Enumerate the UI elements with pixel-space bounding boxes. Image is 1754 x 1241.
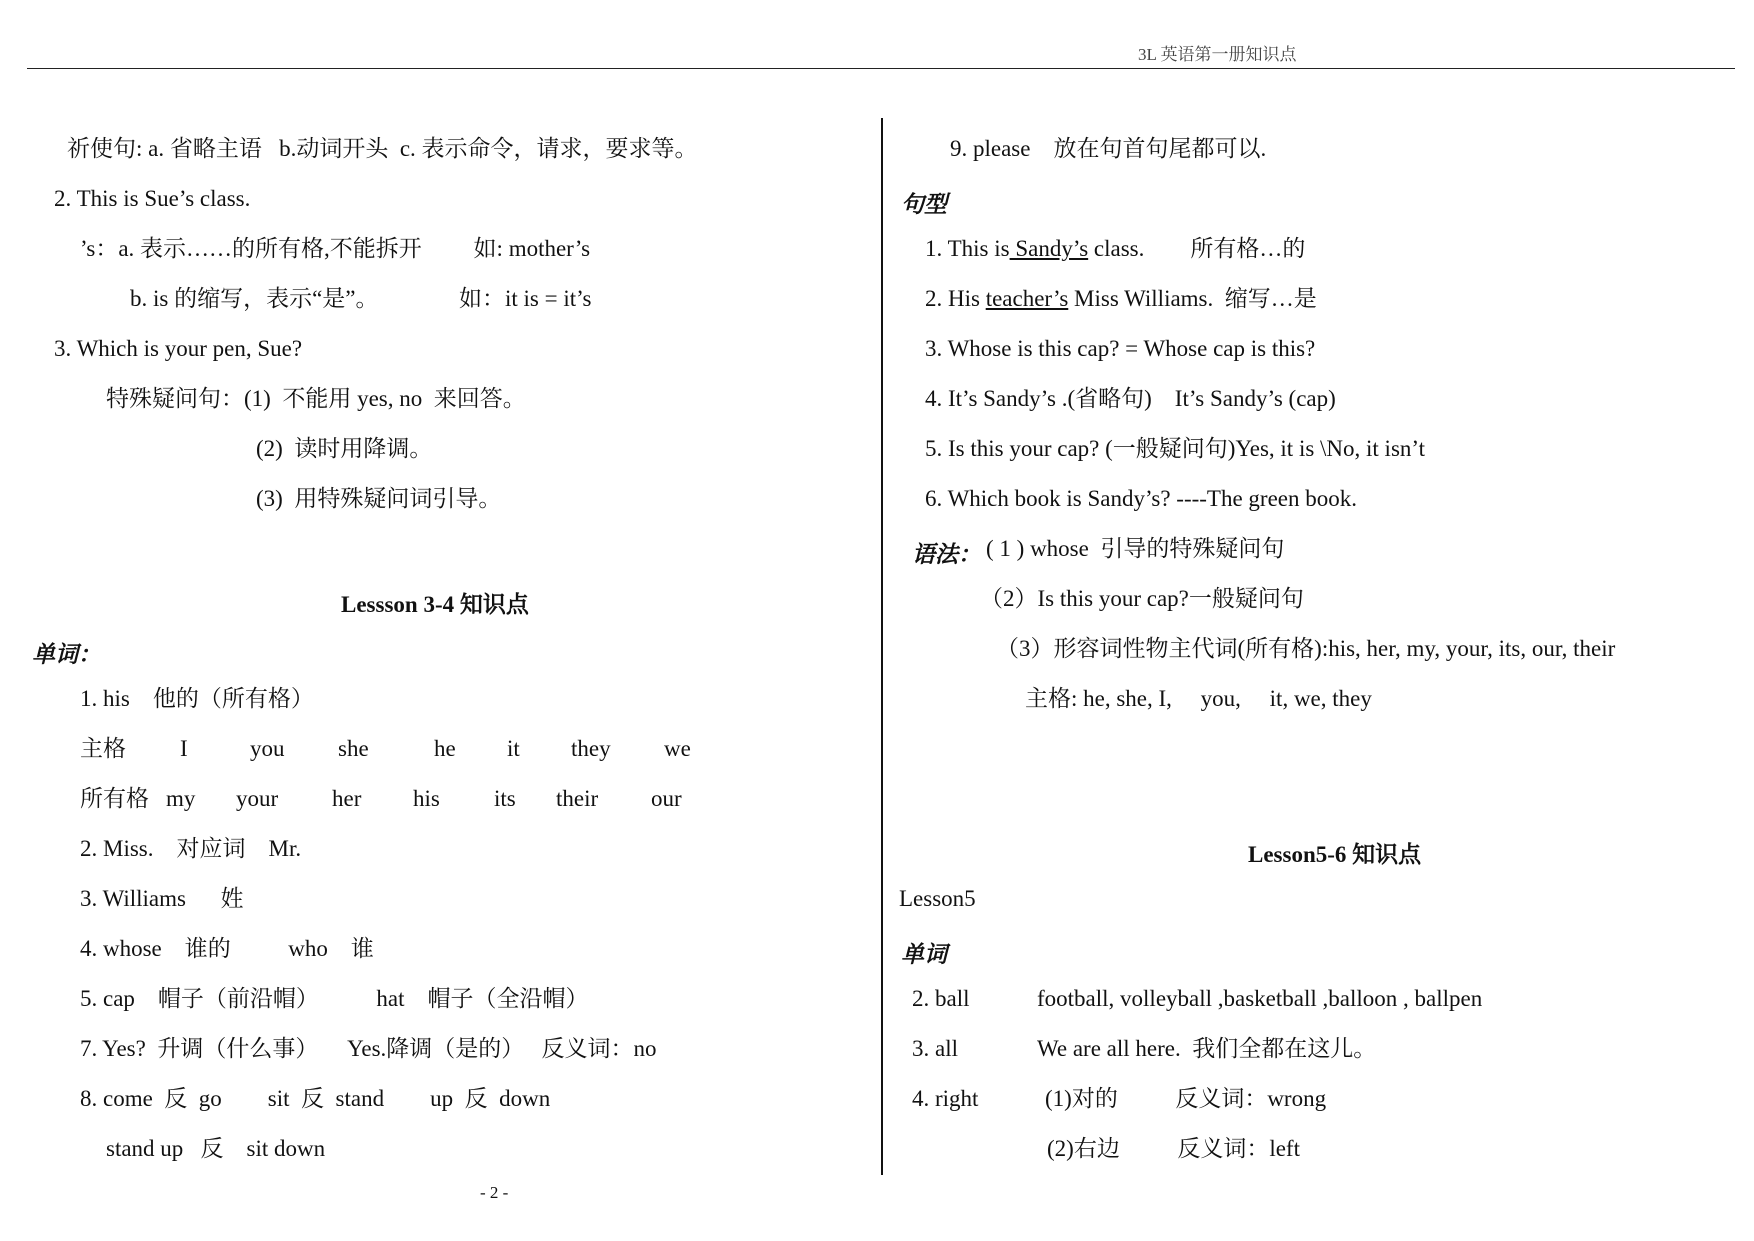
pronoun-table-cell: you xyxy=(250,736,285,761)
header-rule xyxy=(27,68,1735,69)
sentence-pattern-label: 句型 xyxy=(901,192,947,217)
pattern-1 xyxy=(925,236,1305,262)
possessive-s-note-b: b. is 的缩写，表示“是”。 如：it is = it’s xyxy=(130,286,592,311)
pattern-6: 6. Which book is Sandy’s? ----The green book. xyxy=(925,486,1358,511)
vocab-item-8: 8. come 反 go sit 反 stand up 反 down xyxy=(80,1086,551,1111)
pronoun-table-cell: their xyxy=(556,786,599,811)
pattern-4: 4. It’s Sandy’s .(省略句) It’s Sandy’s (cap) xyxy=(925,386,1336,411)
pattern-2-end: Miss Williams. 缩写…是 xyxy=(1068,286,1317,311)
pronoun-table-cell: he xyxy=(434,736,456,761)
pattern-1-underlined: Sandy’s xyxy=(1009,236,1089,261)
pronoun-table-cell: they xyxy=(571,736,611,761)
pronoun-table-cell: its xyxy=(494,786,516,811)
word-right: 4. right xyxy=(912,1086,979,1111)
pronoun-table-cell: our xyxy=(651,786,682,811)
pronoun-table-cell: I xyxy=(180,736,188,761)
vocab-item-8-continued: stand up 反 sit down xyxy=(106,1136,326,1161)
document-header-title: 3L 英语第一册知识点 xyxy=(1138,45,1297,64)
pattern-2-start: 2. His xyxy=(925,286,986,311)
pronoun-table-cell: her xyxy=(332,786,362,811)
vocab-item-2: 2. Miss. 对应词 Mr. xyxy=(80,836,302,861)
wh-question-note-3: (3) 用特殊疑问词引导。 xyxy=(256,486,502,511)
pattern-2-underlined: teacher’s xyxy=(985,286,1069,311)
vocabulary-label: 单词： xyxy=(32,642,101,667)
vocab-item-9: 9. please 放在句首句尾都可以. xyxy=(950,136,1267,161)
pronoun-table-cell: your xyxy=(236,786,279,811)
example-sentence-2: 2. This is Sue’s class. xyxy=(54,186,251,211)
word-ball-examples: football, volleyball ,basketball ,balloon , ballpen xyxy=(1037,986,1483,1011)
possessive-s-note-a: ’s：a. 表示……的所有格,不能拆开 如: mother’s xyxy=(80,236,591,261)
pronoun-table-cell: we xyxy=(664,736,691,761)
pattern-1-end: class. 所有格…的 xyxy=(1088,236,1306,261)
grammar-point-4: 主格: he, she, I, you, it, we, they xyxy=(1025,686,1372,711)
pattern-3: 3. Whose is this cap? = Whose cap is this? xyxy=(925,336,1316,361)
pronoun-table-cell: she xyxy=(338,736,369,761)
vocab-item-3: 3. Williams 姓 xyxy=(80,886,244,911)
vocab-item-1: 1. his 他的（所有格） xyxy=(80,686,314,711)
grammar-point-1: ( 1 ) whose 引导的特殊疑问句 xyxy=(986,536,1285,561)
wh-question-note-2: (2) 读时用降调。 xyxy=(256,436,433,461)
word-ball: 2. ball xyxy=(912,986,970,1011)
vocab-item-4: 4. whose 谁的 who 谁 xyxy=(80,936,374,961)
wh-question-note-1: 特殊疑问句：(1) 不能用 yes, no 来回答。 xyxy=(106,386,526,411)
lesson-5-6-heading: Lesson5-6 知识点 xyxy=(1248,842,1422,867)
vocabulary-label-right: 单词 xyxy=(901,942,947,967)
vocab-item-7: 7. Yes? 升调（什么事） Yes.降调（是的） 反义词：no xyxy=(80,1036,657,1061)
pronoun-table-cell: my xyxy=(166,786,196,811)
pronoun-table-cell: 所有格 xyxy=(80,786,149,811)
pattern-2 xyxy=(925,286,1317,312)
page-number: - 2 - xyxy=(480,1183,509,1202)
example-sentence-3: 3. Which is your pen, Sue? xyxy=(54,336,303,361)
vocab-item-5: 5. cap 帽子（前沿帽） hat 帽子（全沿帽） xyxy=(80,986,589,1011)
grammar-label: 语法： xyxy=(912,542,981,567)
pronoun-table-cell: it xyxy=(507,736,520,761)
word-all: 3. all xyxy=(912,1036,958,1061)
imperative-sentence-line: 祈使句: a. 省略主语 b.动词开头 c. 表示命令，请求，要求等。 xyxy=(67,136,698,161)
word-all-example: We are all here. 我们全都在这儿。 xyxy=(1037,1036,1377,1061)
column-divider xyxy=(881,118,883,1175)
pattern-1-start: 1. This is xyxy=(925,236,1010,261)
word-right-meaning-1: (1)对的 反义词：wrong xyxy=(1045,1086,1327,1111)
pronoun-table-cell: 主格 xyxy=(80,736,126,761)
grammar-point-2: （2）Is this your cap?一般疑问句 xyxy=(980,586,1304,611)
grammar-point-3: （3）形容词性物主代词(所有格):his, her, my, your, its, our, their xyxy=(996,636,1616,661)
word-right-meaning-2: (2)右边 反义词：left xyxy=(1047,1136,1300,1161)
pattern-5: 5. Is this your cap? (一般疑问句)Yes, it is \No, it isn’t xyxy=(925,436,1426,461)
lesson-5-label: Lesson5 xyxy=(899,886,976,911)
lesson-3-4-heading: Lessson 3-4 知识点 xyxy=(341,592,529,617)
pronoun-table-cell: his xyxy=(413,786,440,811)
